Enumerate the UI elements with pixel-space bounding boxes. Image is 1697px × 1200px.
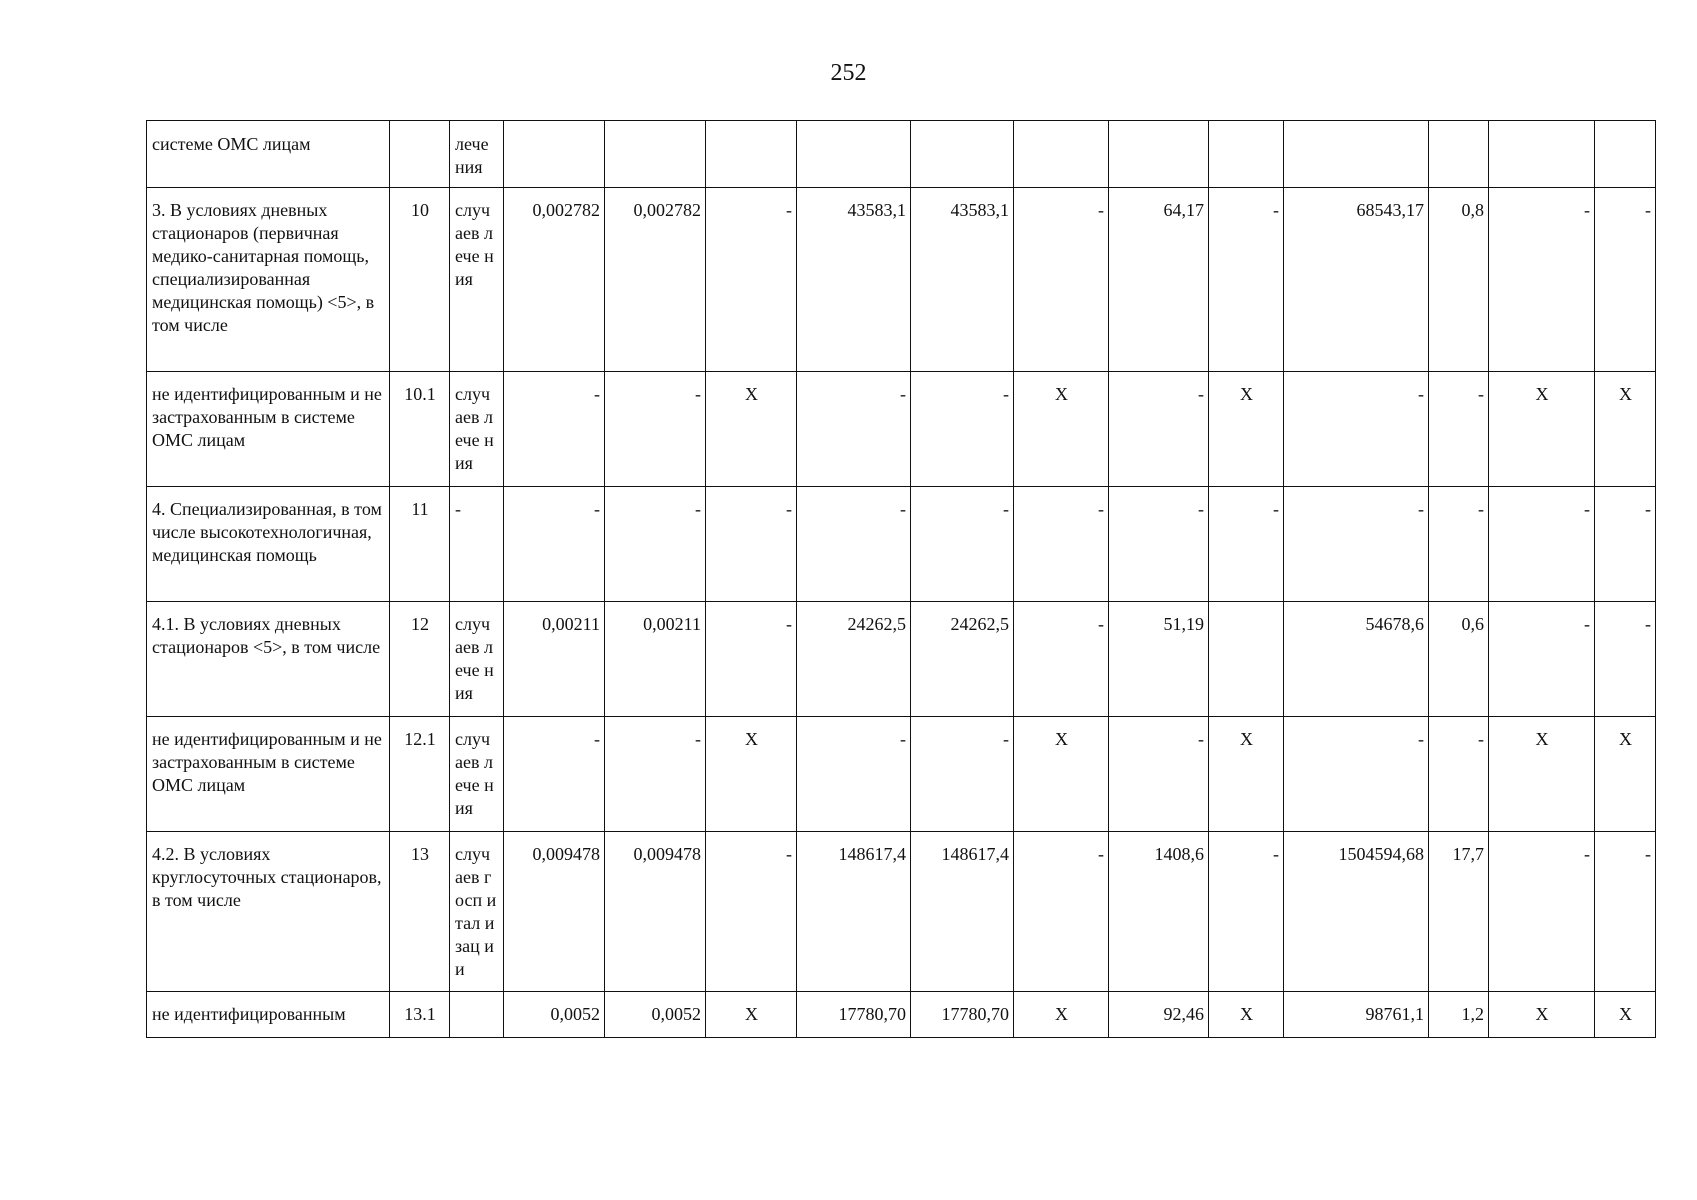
value-cell-4: 148617,4	[797, 832, 911, 992]
row-name-cell: 4. Специализированная, в том числе высокотехнологичная, медицинская помощь	[147, 487, 390, 602]
value-cell-9: 68543,17	[1284, 188, 1429, 372]
value-cell-4	[797, 121, 911, 188]
table-row	[147, 121, 1656, 188]
value-cell-7: 1408,6	[1109, 832, 1209, 992]
value-cell-8: Х	[1209, 717, 1284, 832]
value-cell-2: 0,009478	[605, 832, 706, 992]
value-cell-1: -	[504, 487, 605, 602]
value-cell-7: 51,19	[1109, 602, 1209, 717]
data-table	[146, 120, 1656, 1038]
value-cell-9	[1284, 121, 1429, 188]
value-cell-5: 17780,70	[911, 992, 1014, 1038]
value-cell-5: -	[911, 717, 1014, 832]
value-cell-2: 0,00211	[605, 602, 706, 717]
value-cell-10: 1,2	[1429, 992, 1489, 1038]
table-row	[147, 992, 1656, 1038]
row-name-cell: не идентифицированным и не застрахованным в системе ОМС лицам	[147, 372, 390, 487]
value-cell-12: Х	[1595, 372, 1656, 487]
row-code-cell: 13	[390, 832, 450, 992]
row-code-cell: 10.1	[390, 372, 450, 487]
value-cell-3: -	[706, 487, 797, 602]
value-cell-6: Х	[1014, 992, 1109, 1038]
value-cell-2: 0,0052	[605, 992, 706, 1038]
row-name-cell: 4.2. В условиях круглосуточных стационаров, в том числе	[147, 832, 390, 992]
value-cell-12	[1595, 121, 1656, 188]
table-row	[147, 188, 1656, 372]
value-cell-5: -	[911, 372, 1014, 487]
unit-cell: лече ния	[450, 121, 504, 188]
value-cell-9: 54678,6	[1284, 602, 1429, 717]
value-cell-9: -	[1284, 372, 1429, 487]
unit-cell: случ аев лече ния	[450, 188, 504, 372]
value-cell-1: -	[504, 372, 605, 487]
value-cell-4: -	[797, 717, 911, 832]
value-cell-10: -	[1429, 372, 1489, 487]
value-cell-5: -	[911, 487, 1014, 602]
value-cell-6: -	[1014, 487, 1109, 602]
value-cell-6: -	[1014, 602, 1109, 717]
table-row	[147, 832, 1656, 992]
unit-cell: случ аев госп итал изац ии	[450, 832, 504, 992]
value-cell-8: -	[1209, 832, 1284, 992]
value-cell-2	[605, 121, 706, 188]
value-cell-6: -	[1014, 832, 1109, 992]
row-name-cell: 4.1. В условиях дневных стационаров <5>, в том числе	[147, 602, 390, 717]
value-cell-3	[706, 121, 797, 188]
value-cell-4: 43583,1	[797, 188, 911, 372]
value-cell-11: -	[1489, 487, 1595, 602]
unit-cell: случ аев лече ния	[450, 602, 504, 717]
value-cell-1: 0,009478	[504, 832, 605, 992]
value-cell-11: Х	[1489, 992, 1595, 1038]
value-cell-1: 0,002782	[504, 188, 605, 372]
value-cell-2: 0,002782	[605, 188, 706, 372]
value-cell-7: 64,17	[1109, 188, 1209, 372]
value-cell-4: -	[797, 372, 911, 487]
value-cell-6: -	[1014, 188, 1109, 372]
page-number: 252	[830, 60, 867, 86]
row-code-cell: 12.1	[390, 717, 450, 832]
value-cell-7	[1109, 121, 1209, 188]
value-cell-11: Х	[1489, 717, 1595, 832]
value-cell-9: 1504594,68	[1284, 832, 1429, 992]
value-cell-6	[1014, 121, 1109, 188]
value-cell-9: -	[1284, 717, 1429, 832]
value-cell-10: 17,7	[1429, 832, 1489, 992]
value-cell-10: -	[1429, 717, 1489, 832]
value-cell-2: -	[605, 717, 706, 832]
value-cell-5: 24262,5	[911, 602, 1014, 717]
value-cell-1: 0,00211	[504, 602, 605, 717]
value-cell-8: Х	[1209, 372, 1284, 487]
value-cell-8: -	[1209, 188, 1284, 372]
value-cell-7: -	[1109, 372, 1209, 487]
value-cell-12: Х	[1595, 992, 1656, 1038]
unit-cell: случ аев лече ния	[450, 717, 504, 832]
value-cell-7: -	[1109, 487, 1209, 602]
row-code-cell: 10	[390, 188, 450, 372]
row-code-cell: 13.1	[390, 992, 450, 1038]
value-cell-7: 92,46	[1109, 992, 1209, 1038]
value-cell-3: Х	[706, 992, 797, 1038]
table-row	[147, 717, 1656, 832]
value-cell-8	[1209, 121, 1284, 188]
value-cell-12: Х	[1595, 717, 1656, 832]
value-cell-10: 0,6	[1429, 602, 1489, 717]
value-cell-11: Х	[1489, 372, 1595, 487]
value-cell-8	[1209, 602, 1284, 717]
value-cell-8: -	[1209, 487, 1284, 602]
unit-cell: -	[450, 487, 504, 602]
value-cell-9: 98761,1	[1284, 992, 1429, 1038]
value-cell-12: -	[1595, 188, 1656, 372]
value-cell-11: -	[1489, 188, 1595, 372]
value-cell-11: -	[1489, 602, 1595, 717]
row-name-cell: 3. В условиях дневных стационаров (первичная медико-санитарная помощь, специализированная медицинская помощь) <5>, в том числе	[147, 188, 390, 372]
row-code-cell: 12	[390, 602, 450, 717]
value-cell-3: -	[706, 602, 797, 717]
value-cell-6: Х	[1014, 372, 1109, 487]
value-cell-10	[1429, 121, 1489, 188]
value-cell-1: 0,0052	[504, 992, 605, 1038]
value-cell-9: -	[1284, 487, 1429, 602]
value-cell-3: -	[706, 832, 797, 992]
value-cell-4: 17780,70	[797, 992, 911, 1038]
row-code-cell: 11	[390, 487, 450, 602]
value-cell-1	[504, 121, 605, 188]
value-cell-8: Х	[1209, 992, 1284, 1038]
value-cell-5: 148617,4	[911, 832, 1014, 992]
value-cell-10: -	[1429, 487, 1489, 602]
value-cell-10: 0,8	[1429, 188, 1489, 372]
value-cell-12: -	[1595, 832, 1656, 992]
value-cell-3: Х	[706, 372, 797, 487]
value-cell-5	[911, 121, 1014, 188]
table-row	[147, 372, 1656, 487]
unit-cell	[450, 992, 504, 1038]
row-name-cell: не идентифицированным и не застрахованным в системе ОМС лицам	[147, 717, 390, 832]
value-cell-11: -	[1489, 832, 1595, 992]
value-cell-11	[1489, 121, 1595, 188]
value-cell-12: -	[1595, 602, 1656, 717]
row-name-cell: системе ОМС лицам	[147, 121, 390, 188]
value-cell-2: -	[605, 487, 706, 602]
value-cell-5: 43583,1	[911, 188, 1014, 372]
value-cell-12: -	[1595, 487, 1656, 602]
value-cell-1: -	[504, 717, 605, 832]
unit-cell: случ аев лече ния	[450, 372, 504, 487]
value-cell-3: -	[706, 188, 797, 372]
value-cell-4: 24262,5	[797, 602, 911, 717]
value-cell-3: Х	[706, 717, 797, 832]
value-cell-2: -	[605, 372, 706, 487]
value-cell-4: -	[797, 487, 911, 602]
value-cell-6: Х	[1014, 717, 1109, 832]
row-name-cell: не идентифицированным	[147, 992, 390, 1038]
row-code-cell	[390, 121, 450, 188]
table-row	[147, 602, 1656, 717]
value-cell-7: -	[1109, 717, 1209, 832]
table-row	[147, 487, 1656, 602]
